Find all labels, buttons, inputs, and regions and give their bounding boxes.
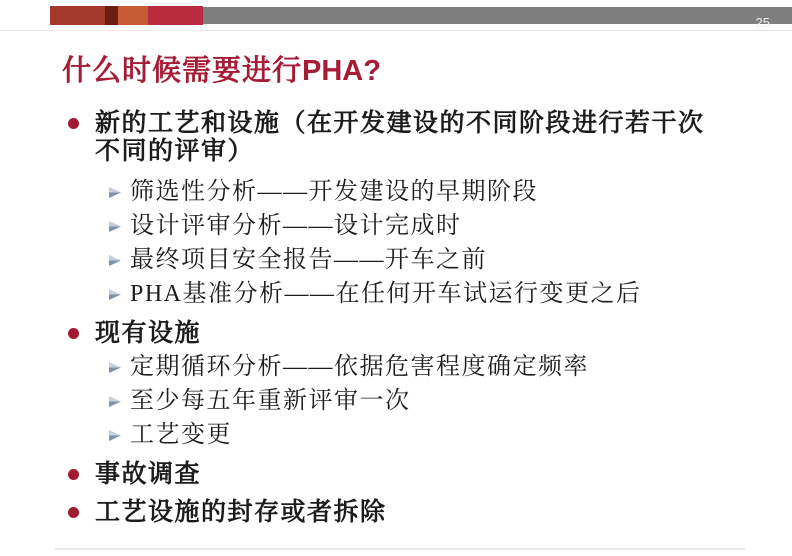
arrow-bullet-icon <box>108 288 122 301</box>
arrow-bullet-icon <box>108 186 122 199</box>
sub-bullet-text: 最终项目安全报告——开车之前 <box>130 247 487 273</box>
sub-bullet-text: 定期循环分析——依据危害程度确定频率 <box>130 354 589 380</box>
arrow-bullet-icon <box>108 254 122 267</box>
bullet-dot-icon <box>68 507 79 518</box>
header-accent-blocks <box>50 6 203 25</box>
slide-title <box>62 48 381 89</box>
arrow-bullet-icon <box>108 429 122 442</box>
arrow-bullet-icon <box>108 361 122 374</box>
sub-bullet-text: 工艺变更 <box>130 422 232 448</box>
sub-bullet-text: 至少每五年重新评审一次 <box>130 388 411 414</box>
sub-bullet-text: 筛选性分析——开发建设的早期阶段 <box>130 179 538 205</box>
bullet-dot-icon <box>68 328 79 339</box>
accent-block-4 <box>148 6 203 25</box>
accent-block-2 <box>105 6 118 25</box>
bullet-text: 不同的评审） <box>95 138 255 165</box>
slide-title-en: PHA? <box>302 55 381 87</box>
page-number: 25 <box>755 15 770 30</box>
arrow-bullet-icon <box>108 395 122 408</box>
accent-block-1 <box>50 6 105 25</box>
sub-bullet-text: 设计评审分析——设计完成时 <box>130 213 462 239</box>
accent-block-3 <box>118 6 148 25</box>
arrow-bullet-icon <box>108 220 122 233</box>
bullet-dot-icon <box>68 469 79 480</box>
sub-bullet-text: PHA基准分析——在任何开车试运行变更之后 <box>130 281 642 307</box>
bullet-text: 工艺设施的封存或者拆除 <box>95 499 387 526</box>
header-underline <box>0 30 792 31</box>
bullet-text: 新的工艺和设施（在开发建设的不同阶段进行若干次 <box>95 110 705 137</box>
header-bar <box>203 7 792 30</box>
footer-divider <box>55 548 745 550</box>
slide-title-zh: 什么时候需要进行 <box>62 55 303 87</box>
bullet-text: 事故调查 <box>95 461 202 488</box>
bullet-text: 现有设施 <box>95 320 202 347</box>
bullet-dot-icon <box>68 118 79 129</box>
